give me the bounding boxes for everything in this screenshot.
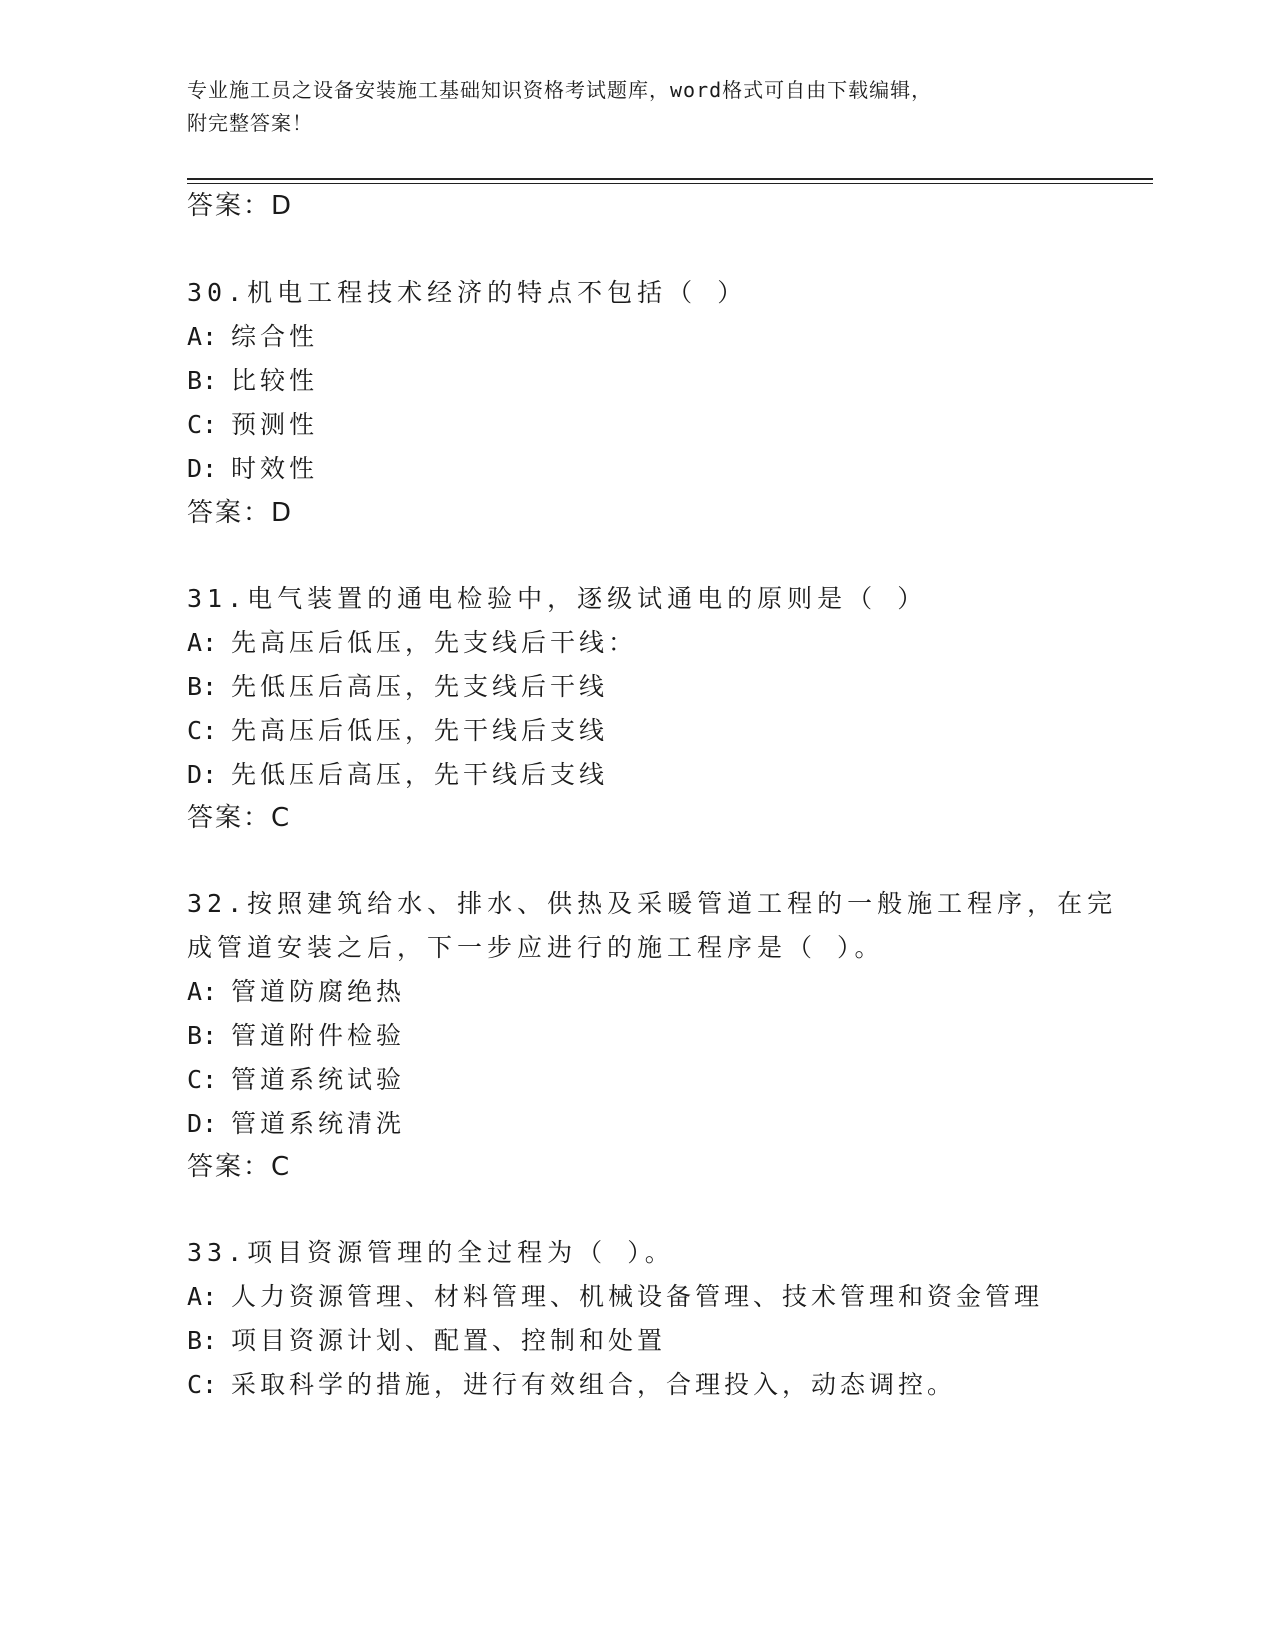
header-divider-thick [187,178,1153,180]
question-33-option-b [187,1325,666,1357]
question-32-option-a [187,976,405,1008]
option-key: A: [187,977,218,1006]
question-31-option-b [187,671,608,703]
question-31-option-a [187,627,637,659]
header-divider-thin [187,183,1153,184]
option-text: 综合性 [231,322,319,351]
option-text: 采取科学的措施，进行有效组合，合理投入，动态调控。 [231,1370,957,1399]
question-31-option-d [187,759,608,791]
option-text: 管道系统清洗 [231,1109,406,1138]
option-text: 比较性 [231,366,319,395]
option-text: 先高压后低压，先干线后支线 [231,716,609,745]
question-30-option-d [187,453,318,485]
option-key: D: [187,1109,218,1138]
question-33-option-a [187,1281,1043,1313]
question-30-option-a [187,321,318,353]
option-key: D: [187,760,218,789]
option-text: 先高压后低压，先支线后干线： [231,628,638,657]
option-text: 先低压后高压，先干线后支线 [231,760,609,789]
question-31-answer: 答案：C [187,803,292,833]
question-30-option-b [187,365,318,397]
question-32-option-b [187,1020,405,1052]
option-key: C: [187,716,218,745]
question-30-stem: 30.机电工程技术经济的特点不包括（ ） [187,278,748,307]
question-31-option-c [187,715,608,747]
option-text: 时效性 [231,454,319,483]
question-31-stem: 31.电气装置的通电检验中，逐级试通电的原则是（ ） [187,584,928,613]
document-header [187,74,1087,140]
previous-answer: 答案：D [187,191,294,221]
option-key: C: [187,1370,218,1399]
option-text: 预测性 [231,410,319,439]
option-text: 管道防腐绝热 [231,977,406,1006]
header-line-2: 附完整答案！ [187,111,313,135]
option-key: D: [187,454,218,483]
option-text: 项目资源计划、配置、控制和处置 [231,1326,667,1355]
option-text: 管道系统试验 [231,1065,406,1094]
option-key: B: [187,1326,218,1355]
option-key: B: [187,366,218,395]
question-33-option-c [187,1369,956,1401]
option-key: A: [187,322,218,351]
question-32-option-d [187,1108,405,1140]
question-32-stem-line-2: 成管道安装之后，下一步应进行的施工程序是（ ）。 [187,933,885,962]
question-30-option-c [187,409,318,441]
option-text: 先低压后高压，先支线后干线 [231,672,609,701]
option-key: C: [187,1065,218,1094]
option-key: B: [187,672,218,701]
question-33-stem: 33.项目资源管理的全过程为（ ）。 [187,1238,675,1267]
option-key: B: [187,1021,218,1050]
question-32-stem-line-1: 32.按照建筑给水、排水、供热及采暖管道工程的一般施工程序，在完 [187,889,1118,918]
option-key: C: [187,410,218,439]
option-text: 人力资源管理、材料管理、机械设备管理、技术管理和资金管理 [231,1282,1044,1311]
question-30-answer: 答案：D [187,498,294,528]
option-key: A: [187,628,218,657]
option-text: 管道附件检验 [231,1021,406,1050]
option-key: A: [187,1282,218,1311]
header-line-1: 专业施工员之设备安装施工基础知识资格考试题库，word格式可自由下载编辑， [187,78,933,102]
question-32-answer: 答案：C [187,1152,292,1182]
question-32-option-c [187,1064,405,1096]
